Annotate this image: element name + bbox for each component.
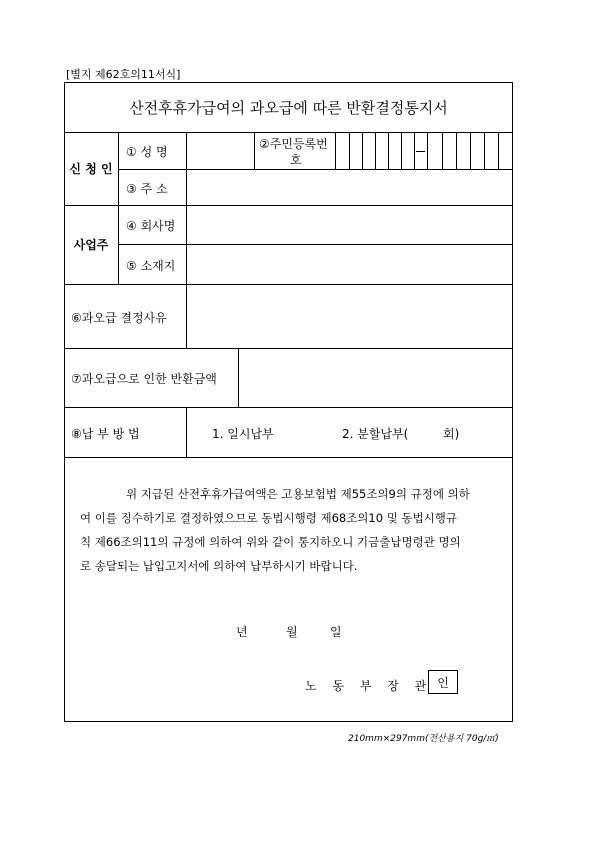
rrn-label-line1: ②주민등록번	[259, 137, 328, 151]
notice-line: 칙 제66조의11의 규정에 의하여 위와 같이 통지하오니 기금출납명령관 명의	[80, 535, 461, 549]
divider	[64, 407, 513, 408]
company-location-field[interactable]	[187, 245, 512, 283]
form-number-label: [별지 제62호의11서식]	[66, 68, 181, 81]
notice-line: 여 이를 징수하기로 결정하였으므로 동법시행령 제68조의10 및 동법시행규	[80, 511, 458, 525]
refund-amount-label: ⑦과오급으로 인한 반환금액	[71, 372, 217, 386]
overpayment-reason-label: ⑥과오급 결정사유	[71, 311, 167, 325]
installment-option[interactable]: 2. 분할납부(	[342, 427, 409, 441]
notice-line: 로 송달되는 납입고지서에 의하여 납부하시기 바랍니다.	[80, 559, 358, 573]
date-month-label: 월	[286, 625, 298, 639]
address-field[interactable]	[187, 170, 512, 204]
divider	[186, 407, 187, 457]
notice-body	[80, 482, 500, 578]
rrn-field[interactable]	[336, 133, 512, 168]
refund-amount-field[interactable]	[239, 349, 512, 406]
company-location-label: ⑤ 소재지	[126, 259, 176, 273]
name-field[interactable]	[187, 133, 253, 168]
seal-box: 인	[428, 670, 458, 694]
document-title: 산전후휴가급여의 과오급에 따른 반환결정통지서	[129, 98, 448, 117]
applicant-section-label: 신 청 인	[69, 162, 113, 176]
paper-spec-footer: 210mm×297mm(전산용지 70g/㎡)	[348, 734, 499, 744]
company-name-field[interactable]	[187, 206, 512, 243]
company-name-label: ④ 회사명	[126, 219, 176, 233]
signatory-title: 노 동 부 장 관	[305, 679, 433, 693]
date-day-label: 일	[330, 625, 342, 639]
overpayment-reason-field[interactable]	[187, 285, 512, 347]
date-year-label: 년	[236, 625, 248, 639]
notice-line: 위 지급된 산전후휴가급여액은 고용보험법 제55조의9의 규정에 의하	[126, 487, 470, 501]
lump-sum-option[interactable]: 1. 일시납부	[212, 427, 274, 441]
payment-method-label: ⑧납 부 방 법	[71, 427, 140, 441]
rrn-label-line2: 호	[290, 153, 302, 167]
divider	[254, 132, 255, 169]
divider	[64, 457, 513, 458]
divider	[118, 132, 119, 284]
installment-count-suffix: 회)	[443, 427, 460, 441]
address-label: ③ 주 소	[126, 182, 168, 196]
name-label: ① 성 명	[126, 145, 168, 159]
employer-section-label: 사업주	[73, 238, 109, 252]
